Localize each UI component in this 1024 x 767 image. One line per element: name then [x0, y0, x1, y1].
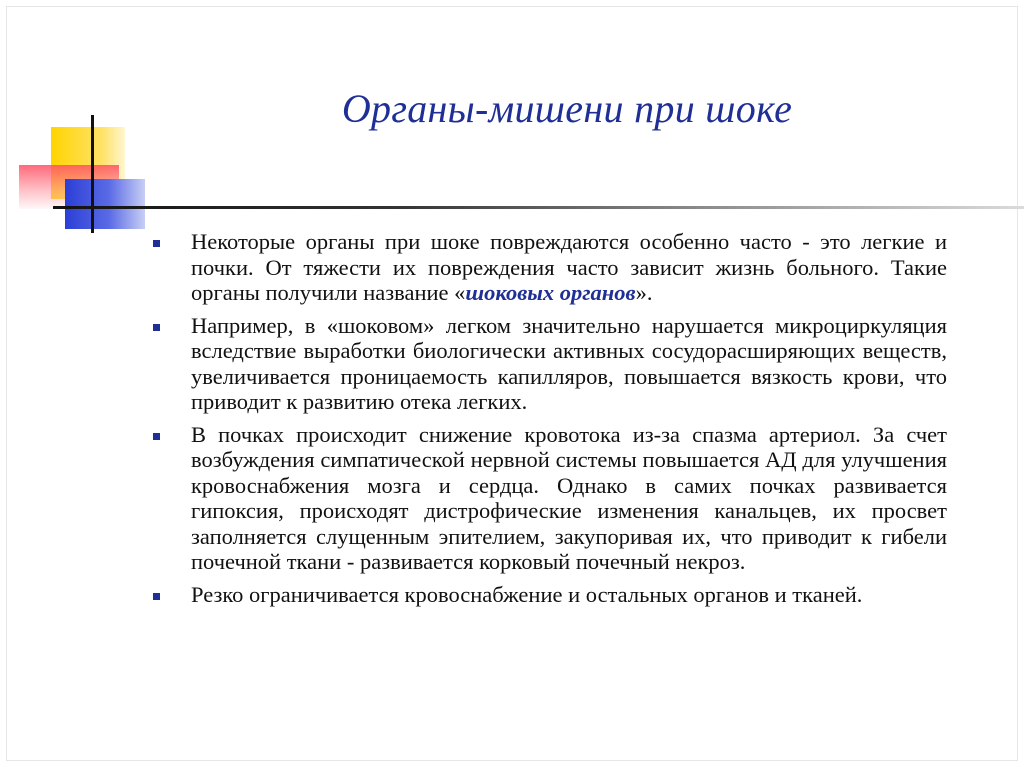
square-bullet-icon [153, 433, 160, 440]
bullet-list [151, 229, 947, 614]
square-bullet-icon [153, 240, 160, 247]
title-divider-line [53, 206, 1024, 209]
bullet-item-2 [151, 313, 947, 415]
bullet-text-end: ». [635, 280, 653, 305]
bullet-text: Резко ограничивается кровоснабжение и остальных органов и тканей. [191, 581, 863, 607]
decor-vertical-line [91, 115, 94, 233]
decor-blue-square [65, 179, 145, 229]
slide [6, 6, 1018, 761]
emphasis-text: шоковых органов [465, 280, 636, 305]
square-bullet-icon [153, 324, 160, 331]
square-bullet-icon [153, 593, 160, 600]
bullet-text: В почках происходит снижение кровотока из-за спазма артериол. За счет возбуждения симпатической нервной системы повышается АД для улучшения кровоснабжения мозга и сердца. Однако в самих почках развивается гипоксия, происходят дистрофические изменения канальцев, их просвет заполняется слущенным эпителием, закупоривая их, что приводит к гибели почечной ткани - развивается корковый почечный некроз. [191, 421, 947, 574]
bullet-text: Например, в «шоковом» легком значительно нарушается микроциркуляция вследствие выработки биологически активных сосудорасширяющих веществ, увеличивается проницаемость капилляров, повышается вязкость крови, что приводит к развитию отека легких. [191, 312, 947, 414]
bullet-text: Некоторые органы при шоке повреждаются особенно часто - это легкие и почки. От тяжести их повреждения часто зависит жизнь больного. Такие органы получили название « [191, 229, 947, 305]
bullet-item-4 [151, 582, 947, 608]
bullet-item-1 [151, 229, 947, 306]
bullet-item-3 [151, 422, 947, 575]
slide-title: Органы-мишени при шоке [341, 86, 793, 131]
